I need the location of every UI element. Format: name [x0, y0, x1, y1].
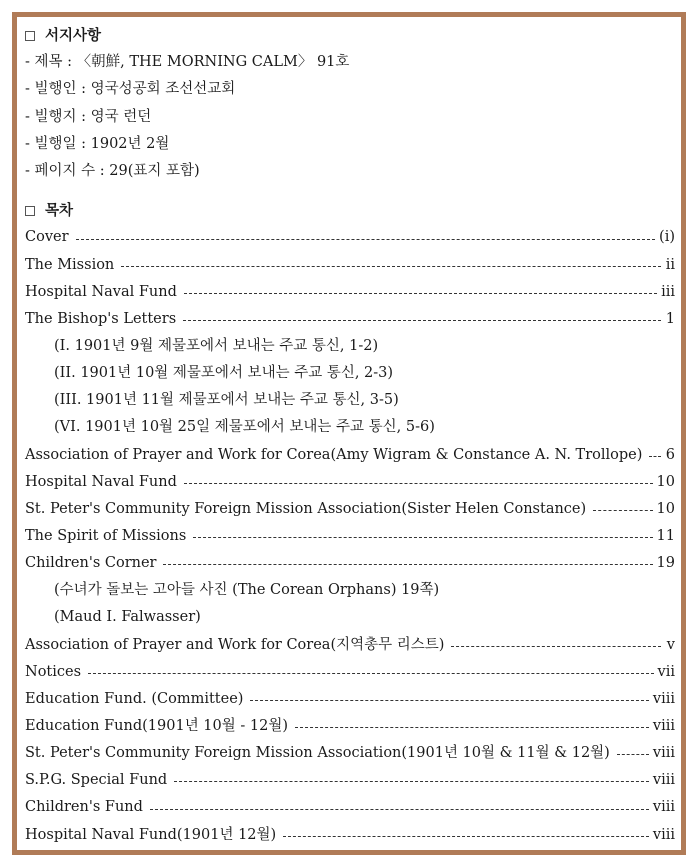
toc-entry-page: viii [652, 745, 675, 762]
toc-entry [25, 279, 675, 306]
toc-entry-page: ii [665, 256, 675, 273]
bibliography-title: - 제목 : 〈朝鮮, THE MORNING CALM〉 91호 [25, 54, 350, 70]
toc-entry-title: Notices [25, 663, 82, 680]
toc-entry [25, 713, 675, 740]
toc-leader-line [193, 537, 652, 538]
toc-heading [25, 197, 675, 224]
toc-entry-title: Association of Prayer and Work for Corea(Amy Wigram & Constance A. N. Trollope) [25, 446, 643, 463]
toc-entry-page: viii [652, 718, 675, 735]
toc-entry [25, 794, 675, 821]
toc-entry-page: viii [652, 690, 675, 707]
toc-entry-page: v [666, 636, 675, 653]
toc-leader-line [184, 483, 653, 484]
toc-entry [25, 252, 675, 279]
toc-entry-page: (i) [659, 229, 675, 246]
toc-entry [25, 632, 675, 659]
toc-subentry: (Maud I. Falwasser) [54, 609, 201, 626]
toc-entry [25, 523, 675, 550]
toc-entry [25, 767, 675, 794]
toc-entry-title: The Spirit of Missions [25, 528, 187, 545]
bibliography-date: - 빌행일 : 1902년 2월 [25, 135, 170, 152]
document-content [25, 22, 675, 849]
toc-entry [25, 550, 675, 577]
toc-entry-page: iii [661, 283, 675, 300]
toc-entry-page: 1 [665, 310, 675, 327]
toc-entry [25, 686, 675, 713]
toc-entry-title: Association of Prayer and Work for Corea(지역총무 리스트) [25, 636, 445, 653]
toc-entry [25, 822, 675, 849]
toc-entry [25, 224, 675, 251]
toc-entry-title: Education Fund. (Committee) [25, 690, 244, 707]
toc-entry [25, 496, 675, 523]
toc-leader-line [184, 293, 657, 294]
toc-entry-title: S.P.G. Special Fund [25, 772, 168, 789]
toc-entry-page: viii [652, 772, 675, 789]
toc-leader-line [250, 700, 648, 701]
toc-leader-line [295, 727, 649, 728]
toc-subentry: (VI. 1901년 10월 25일 제물포에서 보내는 주교 통신, 5-6) [54, 419, 435, 436]
toc-entry-page: 6 [665, 446, 675, 463]
toc-entry-page: vii [657, 663, 675, 680]
toc-entry [25, 306, 675, 333]
toc-entry-title: Education Fund(1901년 10월 - 12월) [25, 718, 288, 735]
toc-entry-title: Hospital Naval Fund [25, 473, 177, 490]
toc-leader-line [283, 836, 649, 837]
toc-leader-line [163, 564, 652, 565]
toc-entry-page: 11 [656, 528, 675, 545]
toc-entry-page: 10 [656, 500, 675, 517]
toc-entry-title: Hospital Naval Fund(1901년 12월) [25, 826, 277, 843]
toc-entry-title: St. Peter's Community Foreign Mission Association(1901년 10월 & 11월 & 12월) [25, 745, 610, 762]
toc-entry [25, 740, 675, 767]
toc-heading-label: 목차 [45, 202, 74, 220]
toc-entry-title: Children's Fund [25, 799, 143, 816]
toc-leader-line [183, 320, 661, 321]
document-frame [12, 12, 686, 855]
toc-leader-line [76, 239, 656, 240]
toc-entry-title: The Bishop's Letters [25, 310, 177, 327]
toc-leader-line [617, 754, 649, 755]
toc-entry [25, 659, 675, 686]
toc-leader-line [451, 646, 661, 647]
bibliography-place: - 빌행지 : 영국 런던 [25, 108, 152, 125]
toc-entry [25, 442, 675, 469]
toc-entry-title: St. Peter's Community Foreign Mission Association(Sister Helen Constance) [25, 500, 587, 517]
toc-leader-line [649, 456, 661, 457]
toc-list [25, 224, 675, 848]
toc-entry-page: 19 [656, 555, 675, 572]
checkbox-icon [25, 31, 35, 41]
toc-subentry: (I. 1901년 9월 제물포에서 보내는 주교 통신, 1-2) [54, 338, 379, 355]
toc-leader-line [88, 673, 654, 674]
toc-entry-title: The Mission [25, 256, 115, 273]
toc-entry-title: Cover [25, 229, 69, 246]
toc-leader-line [121, 266, 661, 267]
toc-subentry: (III. 1901년 11월 제물포에서 보내는 주교 통신, 3-5) [54, 392, 399, 409]
toc-entry-title: Children's Corner [25, 555, 157, 572]
toc-entry-page: viii [652, 799, 675, 816]
toc-entry-title: Hospital Naval Fund [25, 283, 177, 300]
toc-entry [25, 469, 675, 496]
bibliography-page-count: - 페이지 수 : 29(표지 포함) [25, 163, 200, 180]
bibliography-heading [25, 22, 675, 49]
toc-subentry: (II. 1901년 10월 제물포에서 보내는 주교 통신, 2-3) [54, 365, 394, 382]
toc-leader-line [593, 510, 652, 511]
toc-entry-page: 10 [656, 473, 675, 490]
toc-entry-page: viii [652, 826, 675, 843]
bibliography-publisher: - 빌행인 : 영국성공회 조선선교회 [25, 81, 236, 98]
checkbox-icon [25, 206, 35, 216]
toc-leader-line [174, 781, 649, 782]
toc-leader-line [150, 809, 649, 810]
bibliography-heading-label: 서지사항 [45, 27, 102, 44]
toc-subentry: (수녀가 돌보는 고아들 사진 (The Corean Orphans) 19쪽) [54, 582, 440, 599]
